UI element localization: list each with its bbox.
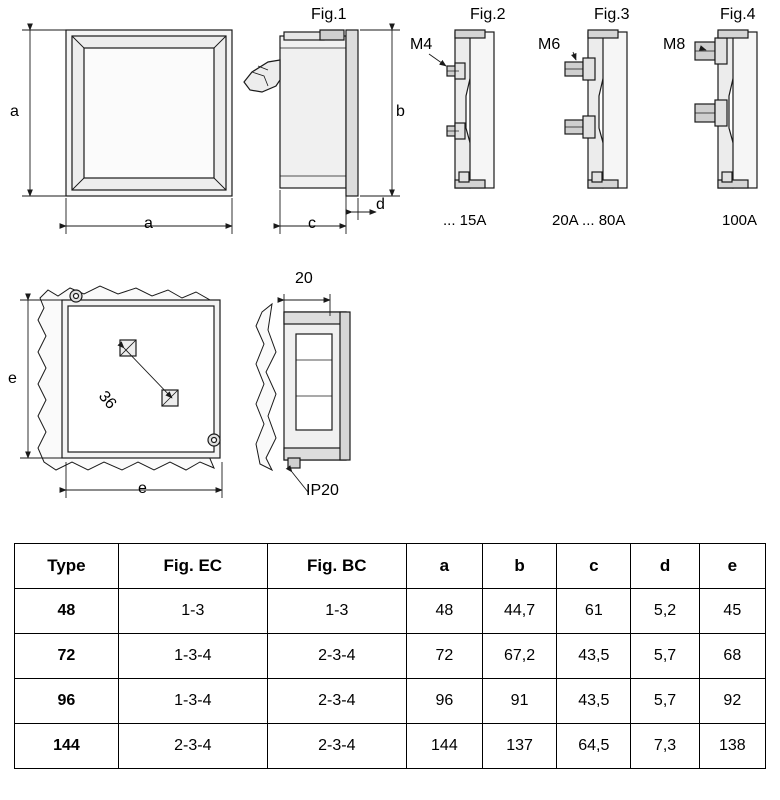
cell-fig-bc: 2-3-4	[267, 634, 406, 679]
m8-label: M8	[663, 36, 686, 53]
table-row	[15, 724, 766, 769]
cell-type: 48	[15, 589, 119, 634]
cell-fig-ec: 2-3-4	[118, 724, 267, 769]
cell-fig-bc: 1-3	[267, 589, 406, 634]
cell-fig-bc: 2-3-4	[267, 724, 406, 769]
cell-a: 72	[406, 634, 482, 679]
specification-table	[14, 543, 766, 769]
cell-fig-ec: 1-3-4	[118, 634, 267, 679]
cell-fig-ec: 1-3	[118, 589, 267, 634]
header-d: d	[631, 544, 699, 589]
dim-36-label: 36	[94, 388, 120, 413]
table-header-row	[15, 544, 766, 589]
front-view-meter	[66, 30, 232, 196]
fig4-title: Fig.4	[720, 6, 756, 23]
cell-a: 96	[406, 679, 482, 724]
m6-label: M6	[538, 36, 561, 53]
cell-c: 43,5	[557, 634, 631, 679]
table-row	[15, 634, 766, 679]
cell-c: 43,5	[557, 679, 631, 724]
range-100a-label: 100A	[722, 212, 758, 229]
dim-d	[352, 198, 376, 220]
header-b: b	[482, 544, 556, 589]
header-type: Type	[15, 544, 119, 589]
cell-d: 5,7	[631, 679, 699, 724]
cell-e: 45	[699, 589, 765, 634]
cell-fig-bc: 2-3-4	[267, 679, 406, 724]
cell-a: 144	[406, 724, 482, 769]
table-row	[15, 589, 766, 634]
cell-b: 91	[482, 679, 556, 724]
header-fig-bc: Fig. BC	[267, 544, 406, 589]
fig3-title: Fig.3	[594, 6, 630, 23]
m4-label: M4	[410, 36, 433, 53]
cell-e: 92	[699, 679, 765, 724]
cell-e: 138	[699, 724, 765, 769]
fig2-title: Fig.2	[470, 6, 506, 23]
cell-b: 44,7	[482, 589, 556, 634]
cell-e: 68	[699, 634, 765, 679]
dim-b-label: b	[396, 103, 405, 120]
cell-b: 137	[482, 724, 556, 769]
dim-d-label: d	[376, 196, 385, 213]
header-fig-ec: Fig. EC	[118, 544, 267, 589]
dim-c-label: c	[308, 215, 316, 232]
cell-d: 5,7	[631, 634, 699, 679]
cell-c: 64,5	[557, 724, 631, 769]
fig3-terminal-view	[565, 30, 627, 188]
cell-type: 72	[15, 634, 119, 679]
cell-type: 144	[15, 724, 119, 769]
range-20a-80a-label: 20A ... 80A	[552, 212, 626, 229]
cell-d: 7,3	[631, 724, 699, 769]
mounted-side-view	[256, 304, 350, 492]
dim-b	[360, 30, 400, 196]
dim-a-horizontal-label: a	[144, 215, 153, 232]
cell-c: 61	[557, 589, 631, 634]
cell-type: 96	[15, 679, 119, 724]
dim-e-horizontal-label: e	[138, 480, 147, 497]
cell-a: 48	[406, 589, 482, 634]
panel-cutout-view	[38, 286, 220, 470]
fig1-title: Fig.1	[311, 6, 347, 23]
table-row	[15, 679, 766, 724]
cell-b: 67,2	[482, 634, 556, 679]
ip20-label: IP20	[306, 482, 339, 499]
dim-e-vertical-label: e	[8, 370, 17, 387]
fig2-terminal-view	[429, 30, 494, 188]
dim-20-label: 20	[295, 270, 313, 287]
header-a: a	[406, 544, 482, 589]
side-view-meter	[244, 30, 358, 196]
cell-d: 5,2	[631, 589, 699, 634]
header-c: c	[557, 544, 631, 589]
fig4-terminal-view	[695, 30, 757, 188]
range-15a-label: ... 15A	[443, 212, 487, 229]
cell-fig-ec: 1-3-4	[118, 679, 267, 724]
dim-a-vertical-label: a	[10, 103, 19, 120]
dim-a-vertical	[22, 30, 66, 196]
header-e: e	[699, 544, 765, 589]
